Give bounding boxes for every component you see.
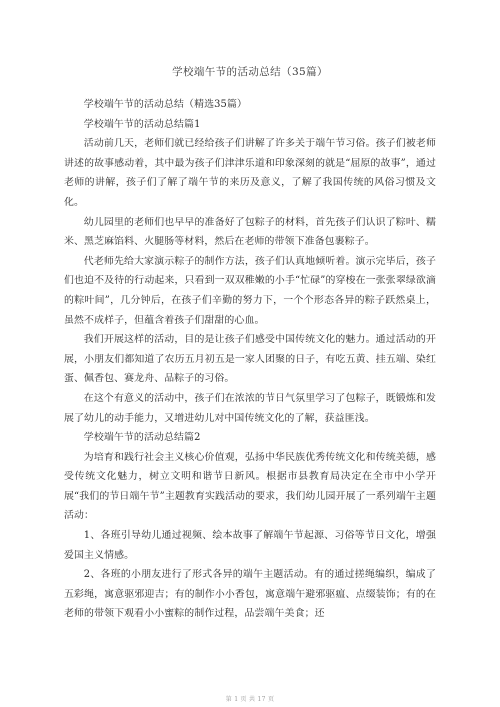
paragraph: 活动前几天，老师们就已经给孩子们讲解了许多关于端午节习俗。孩子们被老师讲述的故事感动着，其中最为孩子们津津乐道和印象深刻的就是“屈原的故事”，通过老师的讲解，孩子们了解了端午节的来历及意义，了解了我国传统的风俗习惯及文化。: [64, 138, 436, 208]
document-body: [64, 95, 436, 624]
paragraph: 在这个有意义的活动中，孩子们在浓浓的节日气氛里学习了包粽子，既锻炼和发展了幼儿的动手能力，又增进幼儿对中国传统文化的了解，获益匪浅。: [64, 392, 436, 424]
section-heading-2: 学校端午节的活动总结篇2: [83, 432, 201, 444]
list-item: 1、各班引导幼儿通过视频、绘本故事了解端午节起源、习俗等节日文化，增强爱国主义情感。: [64, 530, 436, 561]
paragraph: 代老师先给大家演示粽子的制作方法，孩子们认真地倾听着。演示完毕后，孩子们也迫不及待的行动起来，只看到一双双稚嫩的小手“忙碌”的穿梭在一张张翠绿欲滴的粽叶间”，几分钟后，在孩子们辛勤的努力下，一个个形态各异的粽子跃然桌上，虽然不成样子，但蕴含着孩子们甜甜的心血。: [64, 255, 436, 326]
paragraph: 为培育和践行社会主义核心价值观，弘扬中华民族优秀传统文化和传统美德，感受传统文化魅力，树立文明和谐节日新风。根据市县教育局决定在全市中小学开展“我们的节日端午节”主题教育实践活动的要求，我们幼儿园开展了一系列端午主题活动：: [64, 451, 436, 522]
list-item: 2、各班的小朋友进行了形式各异的端午主题活动。有的通过搓绳编织，编成了五彩绳，寓意驱邪迎吉；有的制作小小香包，寓意端午避邪驱瘟、点缀装饰；有的在老师的带领下观看小小蜜粽的制作过程，品尝端午美食；还: [64, 569, 436, 620]
paragraph: 幼儿园里的老师们也早早的准备好了包粽子的材料，首先孩子们认识了粽叶、糯米、黑芝麻馅料、火腿肠等材料，然后在老师的带领下准备包裹粽子。: [64, 216, 436, 248]
paragraph: 我们开展这样的活动，目的是让孩子们感受中国传统文化的魅力。通过活动的开展，小朋友们都知道了农历五月初五是一家人团聚的日子，有吃五黄、挂五端、染红蛋、佩香包、赛龙舟、品粽子的习俗。: [64, 334, 436, 385]
page-footer: 第 1 页 共 17 页: [225, 696, 275, 703]
summary-heading: 学校端午节的活动总结（精选35篇）: [83, 99, 248, 110]
section-heading-1: 学校端午节的活动总结篇1: [83, 118, 201, 130]
document-title: 学校端午节的活动总结（35篇）: [172, 66, 328, 78]
